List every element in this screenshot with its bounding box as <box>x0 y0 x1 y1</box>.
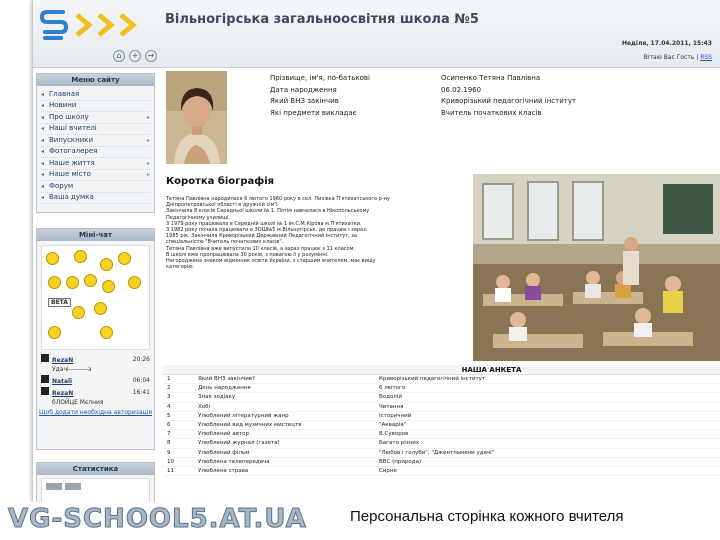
survey-row <box>163 393 720 402</box>
bio-line: З 1979 року працювала в Середній школі № 1 ім.С.М.Кірова м.П'ятихатки. <box>166 220 362 227</box>
bio-line: Дніпропетровської області в дружній сім'ї. <box>166 202 279 209</box>
smiley-icon[interactable] <box>46 252 59 265</box>
classroom-photo <box>473 174 720 361</box>
chat-messages <box>37 354 154 406</box>
smiley-icon[interactable] <box>128 276 141 289</box>
chat-text: бЛОЙЦЕ Мєлния <box>52 399 104 406</box>
bullet-icon: ◂ <box>41 90 45 98</box>
browser-window <box>33 0 720 502</box>
smiley-icon[interactable] <box>94 302 107 315</box>
survey-question: Улюблений фільм <box>198 449 250 456</box>
teacher-photo <box>166 71 227 164</box>
profile-label: Прізвище, ім'я, по-батькові <box>270 74 370 82</box>
bullet-icon: ◂ <box>41 194 45 201</box>
menu-item-label: Главная <box>49 89 80 98</box>
smiley-icon[interactable] <box>118 252 131 265</box>
chat-login-link[interactable]: Щоб додати необхідна авторизація <box>39 409 152 416</box>
bullet-icon: ◂ <box>41 171 45 178</box>
menu-item[interactable] <box>41 135 150 147</box>
statistics-counters <box>41 478 150 502</box>
survey-question: День народження <box>198 385 251 392</box>
profile-row <box>270 85 611 97</box>
survey-answer: Багато різних <box>379 440 420 447</box>
login-icon[interactable]: → <box>145 50 157 62</box>
smiley-icon[interactable] <box>100 258 113 271</box>
menu-item-label: Наше життя <box>49 158 95 167</box>
smiley-icon[interactable] <box>84 274 97 287</box>
survey-row <box>163 412 720 421</box>
greeting-line: Вітаю Вас Гость | RSS <box>643 54 712 61</box>
menu-item[interactable] <box>41 89 150 101</box>
register-icon[interactable]: + <box>129 50 141 62</box>
site-menu-list <box>37 86 154 207</box>
survey-answer: "Акварія" <box>379 421 407 428</box>
survey-answer: Сирне <box>379 467 397 474</box>
bio-line: категорію. <box>166 264 195 271</box>
survey-row <box>163 458 720 467</box>
profile-value: Вчитель початкових класів <box>441 108 542 117</box>
profile-fields <box>270 73 611 119</box>
submenu-arrow-icon: ▸ <box>146 159 150 167</box>
profile-value: 06.02.1960 <box>441 85 482 94</box>
smiley-icon[interactable] <box>66 276 79 289</box>
survey-question: Хобі <box>198 403 211 410</box>
bullet-icon: ◂ <box>41 148 45 155</box>
bio-line: З 1982 року почала працювати в ЗОШ№5 м.Вільногірськ, де працює і зараз. <box>166 227 368 234</box>
chat-nick[interactable]: RezaN <box>52 357 74 364</box>
survey-number: 4 <box>167 403 171 410</box>
survey-number: 2 <box>167 385 171 392</box>
survey-number: 11 <box>167 467 174 474</box>
survey-number: 3 <box>167 394 171 401</box>
menu-item-label: Ваша думка <box>49 193 94 201</box>
survey-question: Улюблений автор <box>198 431 249 438</box>
survey-row <box>163 403 720 412</box>
menu-item-label: Випускники <box>49 135 94 144</box>
bio-line: Закінчила 8 класів Середньої школи № 1. Потім навчалася в Нікопольському <box>166 208 370 215</box>
site-title: Вільногірська загальноосвітня школа №5 <box>165 12 479 27</box>
bullet-icon: ◂ <box>41 136 45 144</box>
chat-message <box>41 354 150 373</box>
user-avatar-icon <box>41 354 49 362</box>
menu-item[interactable] <box>41 158 150 170</box>
profile-label: Який ВНЗ закінчив <box>270 97 339 105</box>
bio-line: В школі вже пропрацювала 30 років, з повагою її у розумінні. <box>166 251 329 258</box>
slide-caption: Персональна сторінка кожного вчителя <box>350 508 624 525</box>
chat-message <box>41 387 150 406</box>
survey-row <box>163 384 720 393</box>
survey-number: 8 <box>167 440 171 447</box>
user-avatar-icon <box>41 387 49 395</box>
chat-text: Удачі---------э <box>52 366 92 373</box>
survey-answer: Читання <box>379 403 404 410</box>
chat-time: 16:41 <box>132 388 150 396</box>
survey-question: Улюблена страва <box>198 467 249 474</box>
menu-item-label: Наше місто <box>49 170 91 178</box>
mini-chat-box <box>36 228 155 450</box>
survey-number: 9 <box>167 449 171 456</box>
bio-line: спеціальністю "Вчитель початкових класів". <box>166 239 284 246</box>
site-header <box>33 0 720 68</box>
beta-badge: BETA <box>48 298 71 307</box>
date-line: Неділя, 17.04.2011, 15:43 <box>621 40 712 47</box>
profile-row <box>270 73 611 85</box>
bio-title: Коротка біографія <box>166 176 275 187</box>
survey-answer: Історичний <box>379 412 412 419</box>
survey-number: 10 <box>167 458 174 465</box>
profile-value: Осипенко Тетяна Павлівна <box>441 74 541 82</box>
chat-nick[interactable]: Natali <box>52 378 73 385</box>
survey-number: 5 <box>167 412 171 419</box>
site-menu-box <box>36 73 155 213</box>
school-logo-icon[interactable] <box>39 8 69 44</box>
bio-line: Педагогічному училищі. <box>166 214 230 221</box>
survey-row <box>163 375 720 384</box>
statistics-box <box>36 462 155 502</box>
survey-row <box>163 449 720 458</box>
chevron-right-icon <box>117 12 143 38</box>
smiley-icon[interactable] <box>102 280 115 293</box>
counter-badge[interactable] <box>46 483 62 490</box>
greeting-text: Вітаю Вас Гость <box>643 54 695 61</box>
survey-number: 1 <box>167 376 171 382</box>
submenu-arrow-icon: ▸ <box>146 171 150 178</box>
bio-line: Тетяна Павлівна вже випустила 10 класів, а зараз працює з 11 класом. <box>166 245 355 252</box>
site-brand-logo: VG-SCHOOL5.AT.UA <box>8 504 307 534</box>
smiley-panel <box>41 245 150 350</box>
profile-row <box>270 96 611 108</box>
menu-item-label: Форум <box>49 181 74 190</box>
smiley-icon[interactable] <box>48 326 61 339</box>
bullet-icon: ◂ <box>41 125 45 132</box>
survey-number: 7 <box>167 431 171 438</box>
submenu-arrow-icon: ▸ <box>146 113 150 121</box>
survey-row <box>163 421 720 430</box>
chat-time: 20:26 <box>132 355 150 363</box>
menu-item[interactable] <box>41 101 150 113</box>
survey-answer: Криворізький педагогічний інститут <box>379 376 486 382</box>
bio-line: 1985 рік. Закінчила Криворізький Державний Педагогічний Інститут, за <box>166 233 358 240</box>
submenu-arrow-icon: ▸ <box>146 136 150 144</box>
survey-question: Улюблена телепередача <box>198 458 270 465</box>
counter-badge[interactable] <box>65 483 81 490</box>
smiley-icon[interactable] <box>48 276 61 289</box>
rss-link[interactable]: RSS <box>700 54 712 61</box>
menu-item[interactable] <box>41 147 150 159</box>
menu-item[interactable] <box>41 170 150 182</box>
chat-time: 06:04 <box>132 376 150 384</box>
bullet-icon: ◂ <box>41 182 45 190</box>
smiley-icon[interactable] <box>74 250 87 263</box>
statistics-title: Статистика <box>37 463 154 475</box>
menu-item-label: Наші вчителі <box>49 124 97 132</box>
bullet-icon: ◂ <box>41 102 45 109</box>
survey-question: Улюблений журнал (газета) <box>198 440 280 447</box>
bio-text <box>166 196 471 270</box>
smiley-icon[interactable] <box>72 306 85 319</box>
bullet-icon: ◂ <box>41 159 45 167</box>
chat-nick[interactable]: RezaN <box>52 390 74 397</box>
survey-question: Знак зодіаку <box>198 394 236 401</box>
profile-row <box>270 108 611 120</box>
chat-message <box>41 375 150 385</box>
menu-item-label: Про школу <box>49 112 89 121</box>
survey-question: Який ВНЗ закінчив? <box>198 376 255 382</box>
survey-row <box>163 430 720 439</box>
bullet-icon: ◂ <box>41 113 45 121</box>
survey-question: Улюблений літературний жанр <box>198 412 289 419</box>
profile-label: Дата народження <box>270 85 337 94</box>
survey-rows <box>163 375 720 476</box>
user-avatar-icon <box>41 375 49 383</box>
smiley-icon[interactable] <box>100 326 113 339</box>
menu-item-label: Фотогалерея <box>49 147 98 155</box>
bio-line: Тетяна Павлівна народилася 6 лютого 1960 року в сел. Лихівка П'ятихатського р-ну <box>166 196 390 202</box>
menu-item[interactable] <box>41 124 150 136</box>
site-menu-title: Меню сайту <box>37 74 154 86</box>
menu-item-label: Новини <box>49 101 77 109</box>
survey-table <box>163 365 720 502</box>
survey-answer: ВВС (природа) <box>379 458 422 465</box>
profile-label: Які предмети викладає <box>270 108 357 117</box>
survey-row <box>163 467 720 476</box>
survey-question: Улюблений вид музичних мистецтв <box>198 421 302 428</box>
survey-answer: "Любов і голуби", "Джентльмени удачі" <box>379 449 495 456</box>
bio-line: Нагороджена знаком відмінник освіти України, з старшим вчителем, має вищу <box>166 258 376 265</box>
menu-item[interactable] <box>41 112 150 124</box>
menu-item[interactable] <box>41 181 150 193</box>
survey-answer: 6 лютого <box>379 385 406 392</box>
menu-item[interactable] <box>41 193 150 205</box>
home-icon[interactable]: ⌂ <box>113 50 125 62</box>
survey-number: 6 <box>167 421 171 428</box>
survey-title: НАША АНКЕТА <box>163 365 720 375</box>
survey-row <box>163 439 720 448</box>
survey-answer: Водолій <box>379 394 402 401</box>
mini-chat-title: Міні-чат <box>37 229 154 241</box>
survey-answer: В.Суворов <box>379 431 409 438</box>
profile-value: Криворізький педагогічний інститут <box>441 97 577 105</box>
header-nav-icons <box>113 50 157 62</box>
